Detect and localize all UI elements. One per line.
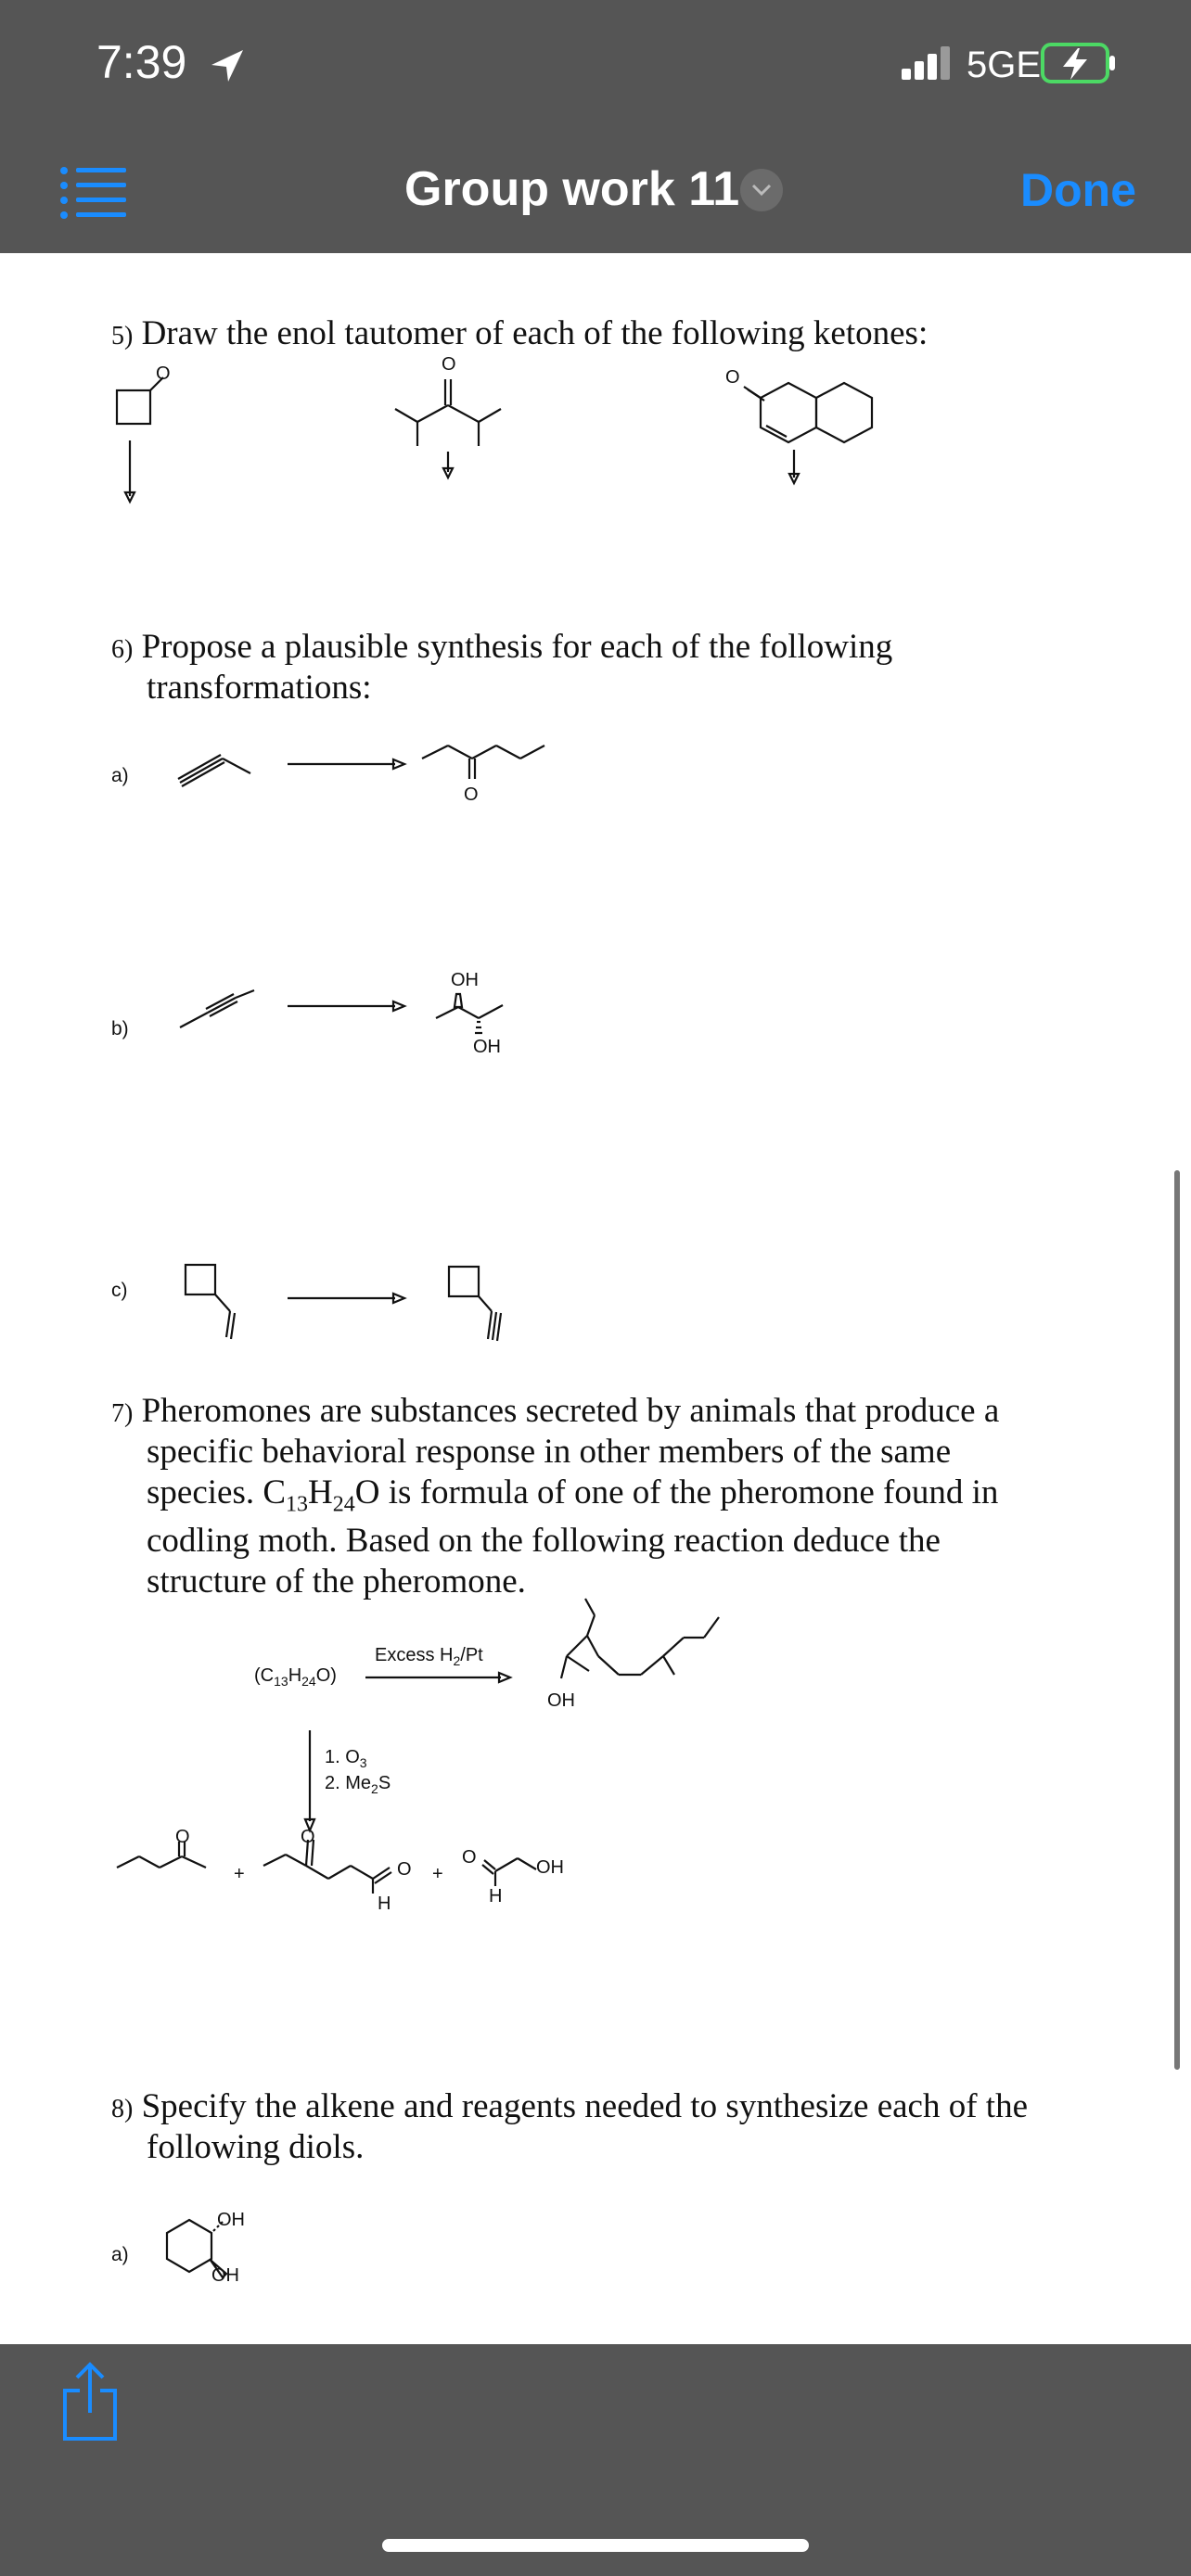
reaction-arrow (288, 997, 408, 1015)
oh-label: OH (547, 1690, 575, 1711)
text-fragment: species. C (147, 1473, 287, 1511)
ketone-product-structure (113, 1838, 224, 1894)
oxygen-label: O (156, 363, 171, 384)
reaction-arrow (288, 1289, 408, 1307)
scroll-indicator[interactable] (1174, 1170, 1180, 2070)
part-label-a: a) (111, 765, 129, 786)
question-7-line2: specific behavioral response in other members of the same (147, 1433, 952, 1471)
3-heptanone-structure (422, 742, 561, 807)
location-arrow-icon (208, 46, 247, 85)
part-label-b: b) (111, 1018, 129, 1039)
signal-strength-icon (902, 46, 957, 80)
question-6-line2: transformations: (147, 669, 372, 707)
part-label-a: a) (111, 2244, 129, 2265)
question-7-line5: structure of the pheromone. (147, 1562, 526, 1600)
oh-label: OH (217, 2210, 245, 2230)
molecular-formula (254, 1665, 337, 1689)
oh-label: OH (536, 1857, 564, 1878)
text-fragment: O is formula of one of the pheromone found in (354, 1473, 999, 1511)
subscript: 24 (301, 1674, 316, 1689)
chevron-down-icon[interactable] (740, 169, 783, 211)
question-8-line2: following diols. (147, 2128, 365, 2166)
oxygen-label: O (462, 1847, 477, 1868)
plus-sign: + (432, 1864, 443, 1884)
question-7 (111, 1391, 999, 1435)
text-fragment: S (378, 1773, 391, 1793)
oxygen-label: O (725, 367, 740, 388)
list-menu-icon[interactable] (59, 165, 128, 219)
part-label-c: c) (111, 1280, 128, 1301)
text-fragment: 1. O (325, 1747, 360, 1767)
share-icon[interactable] (58, 2337, 122, 2448)
oh-label: OH (473, 1037, 501, 1057)
text-fragment: (C (254, 1665, 275, 1686)
subscript: 2 (371, 1781, 378, 1796)
oxygen-label: O (397, 1859, 412, 1880)
ozonolysis-arrow (301, 1730, 319, 1832)
question-number: 8) (111, 2095, 134, 2123)
oh-label: OH (451, 970, 479, 990)
1-butyne-structure (176, 749, 269, 796)
question-7-line3 (147, 1473, 998, 1524)
oxygen-label: O (442, 354, 456, 375)
oxygen-label: O (175, 1827, 190, 1847)
subscript: 13 (286, 1492, 309, 1517)
text-fragment: 2. Me (325, 1773, 372, 1793)
text-fragment: Excess H (375, 1645, 454, 1665)
question-8 (111, 2086, 1028, 2130)
oxygen-label: O (464, 784, 479, 805)
question-text-line: Propose a plausible synthesis for each of the following (141, 628, 893, 666)
octalone-structure (729, 366, 877, 505)
h-label: H (489, 1886, 503, 1906)
question-number: 7) (111, 1399, 134, 1428)
oh-label: OH (211, 2265, 239, 2286)
text-fragment: H (288, 1665, 302, 1686)
plus-sign: + (234, 1864, 245, 1884)
reagent-step-1 (325, 1747, 367, 1770)
ethynylcyclobutane-structure (445, 1263, 519, 1346)
question-text-line: Pheromones are substances secreted by animals that produce a (141, 1392, 1000, 1430)
reagent-step-2 (325, 1773, 391, 1796)
oxygen-label: O (301, 1827, 315, 1847)
question-6 (111, 627, 892, 670)
diisopropyl-ketone-structure (390, 366, 519, 496)
question-text-line: Specify the alkene and reagents needed to synthesize each of the (141, 2087, 1029, 2125)
document-page (0, 253, 1191, 2344)
h-label: H (378, 1894, 391, 1914)
network-type: 5GE (967, 45, 1042, 85)
subscript: 3 (359, 1755, 367, 1770)
2-butyne-structure (176, 987, 269, 1033)
question-5 (111, 313, 928, 357)
subscript: 2 (453, 1653, 461, 1668)
text-fragment: H (308, 1473, 333, 1511)
document-title[interactable]: Group work 11 (404, 162, 740, 216)
question-number: 6) (111, 635, 134, 664)
subscript: 24 (332, 1492, 355, 1517)
battery-charging-icon (1041, 43, 1117, 83)
home-indicator (382, 2539, 809, 2552)
reagent-hydrogenation (375, 1645, 483, 1668)
reaction-arrow (288, 755, 408, 773)
question-7-line4: codling moth. Based on the following reaction deduce the (147, 1522, 941, 1560)
subscript: 13 (274, 1674, 288, 1689)
text-fragment: /Pt (460, 1645, 483, 1665)
done-button[interactable]: Done (1020, 164, 1136, 216)
question-text: Draw the enol tautomer of each of the following ketones: (141, 314, 928, 352)
vinylcyclobutane-structure (182, 1261, 256, 1345)
reaction-arrow (365, 1668, 514, 1687)
question-number: 5) (111, 322, 134, 351)
status-time: 7:39 (96, 36, 187, 88)
text-fragment: O) (315, 1665, 337, 1686)
